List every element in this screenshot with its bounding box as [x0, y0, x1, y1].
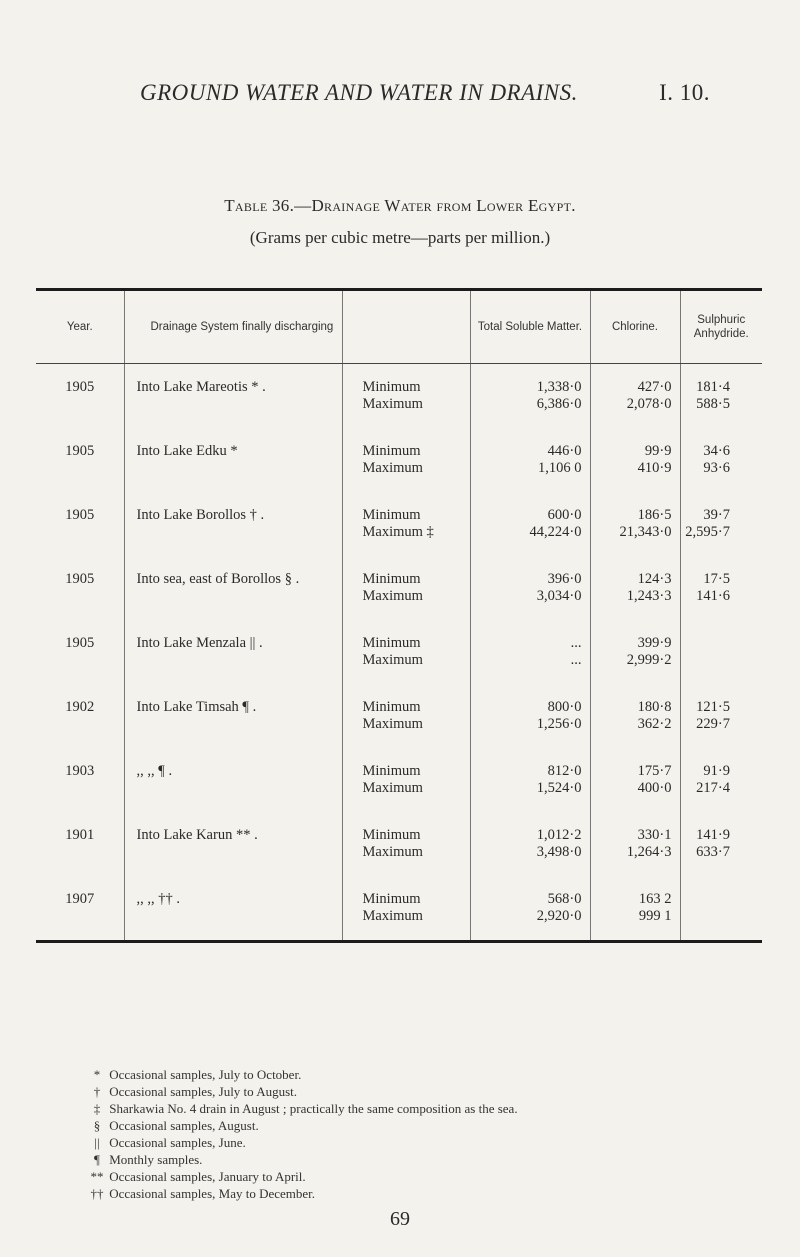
sulphuric-max — [681, 908, 731, 925]
tsm-min: 1,338·0 — [536, 379, 582, 395]
footnote-symbol: †† — [90, 1186, 104, 1201]
table-row — [36, 620, 762, 684]
system-name: Into Lake Edku * — [136, 443, 238, 459]
sulphuric-max: 217·4 — [696, 780, 730, 796]
sulphuric-max: 633·7 — [696, 844, 730, 860]
year-value: 1905 — [65, 507, 95, 523]
sulphuric-cell — [680, 876, 762, 942]
year-value: 1905 — [65, 379, 95, 395]
min-max-cell — [342, 556, 470, 620]
system-cell — [124, 748, 342, 812]
system-name: Into Lake Menzala || . — [136, 635, 263, 651]
table-label: Table 36. — [224, 196, 295, 215]
min-label: Minimum — [362, 571, 421, 587]
drainage-water-table — [36, 288, 762, 943]
year-cell — [36, 492, 124, 556]
tsm-cell — [470, 556, 590, 620]
system-name: ,, ,, †† . — [136, 891, 180, 907]
chlorine-min: 399·9 — [637, 635, 672, 651]
min-label: Minimum — [362, 891, 421, 907]
tsm-max: 1,256·0 — [536, 716, 582, 732]
footnote — [88, 1168, 518, 1185]
sulphuric-cell — [680, 364, 762, 429]
min-label: Minimum — [362, 827, 421, 843]
system-name: Into Lake Borollos † . — [136, 507, 265, 523]
footnotes — [88, 1066, 518, 1202]
chlorine-min: 330·1 — [637, 827, 672, 843]
min-label: Minimum — [362, 699, 421, 715]
year-cell — [36, 812, 124, 876]
min-label: Minimum — [362, 635, 421, 651]
system-cell — [124, 876, 342, 942]
tsm-max: 2,920·0 — [536, 908, 582, 924]
sulphuric-cell — [680, 428, 762, 492]
sulphuric-cell — [680, 812, 762, 876]
sulphuric-min: 17·5 — [703, 571, 730, 587]
sulphuric-max: 141·6 — [696, 588, 730, 604]
year-value: 1907 — [65, 891, 95, 907]
chlorine-max: 21,343·0 — [619, 524, 672, 540]
tsm-cell — [470, 364, 590, 429]
running-title: GROUND WATER AND WATER IN DRAINS. — [140, 80, 578, 105]
year-cell — [36, 364, 124, 429]
min-max-cell — [342, 492, 470, 556]
sulphuric-min: 39·7 — [703, 507, 730, 523]
sulphuric-max — [681, 652, 731, 669]
min-max-cell — [342, 684, 470, 748]
footnote-text: Monthly samples. — [109, 1152, 203, 1167]
sulphuric-min: 121·5 — [696, 699, 730, 715]
table-row — [36, 492, 762, 556]
sulphuric-cell — [680, 556, 762, 620]
year-cell — [36, 556, 124, 620]
tsm-min: 800·0 — [547, 699, 582, 715]
year-cell — [36, 428, 124, 492]
chlorine-min: 175·7 — [637, 763, 672, 779]
table-body — [36, 364, 762, 942]
sulphuric-min — [681, 635, 731, 652]
table-row — [36, 876, 762, 942]
footnote-symbol: † — [93, 1084, 101, 1099]
max-label: Maximum — [362, 396, 423, 412]
chlorine-cell — [590, 556, 680, 620]
year-cell — [36, 684, 124, 748]
footnote — [88, 1151, 518, 1168]
chlorine-cell — [590, 684, 680, 748]
chlorine-min: 427·0 — [637, 379, 672, 395]
chlorine-min: 180·8 — [637, 699, 672, 715]
tsm-cell — [470, 812, 590, 876]
system-name: Into Lake Karun ** . — [136, 827, 258, 843]
system-name: ,, ,, ¶ . — [136, 763, 173, 779]
chlorine-max: 400·0 — [637, 780, 672, 796]
table-row — [36, 748, 762, 812]
system-name: Into Lake Timsah ¶ . — [136, 699, 257, 715]
tsm-min: 600·0 — [547, 507, 582, 523]
table-header-row — [36, 290, 762, 364]
tsm-cell — [470, 620, 590, 684]
footnote — [88, 1134, 518, 1151]
footnote-symbol: ** — [90, 1169, 104, 1184]
footnote — [88, 1066, 518, 1083]
year-cell — [36, 620, 124, 684]
footnote-symbol: * — [93, 1067, 101, 1082]
system-name: Into Lake Mareotis * . — [136, 379, 266, 395]
chlorine-cell — [590, 620, 680, 684]
chlorine-cell — [590, 876, 680, 942]
footnote-text: Occasional samples, July to October. — [109, 1067, 302, 1082]
table-title: —Drainage Water from Lower Egypt. — [294, 196, 576, 215]
sulphuric-min — [681, 891, 731, 908]
min-max-cell — [342, 748, 470, 812]
year-cell — [36, 748, 124, 812]
sulphuric-max: 588·5 — [696, 396, 730, 412]
col-sulphuric-anhydride: Sulphuric Anhydride. — [680, 290, 762, 364]
tsm-max: 44,224·0 — [529, 524, 582, 540]
table-subtitle: (Grams per cubic metre—parts per million.) — [249, 228, 551, 247]
table-row — [36, 364, 762, 429]
max-label: Maximum — [362, 844, 423, 860]
chlorine-min: 186·5 — [637, 507, 672, 523]
min-label: Minimum — [362, 443, 421, 459]
chlorine-cell — [590, 428, 680, 492]
sulphuric-cell — [680, 684, 762, 748]
year-value: 1903 — [65, 763, 95, 779]
footnote-symbol: ‡ — [93, 1101, 101, 1116]
max-label: Maximum — [362, 780, 423, 796]
min-max-cell — [342, 428, 470, 492]
system-cell — [124, 620, 342, 684]
col-system: Drainage System finally discharging — [124, 290, 342, 364]
min-label: Minimum — [362, 763, 421, 779]
table-row — [36, 556, 762, 620]
sulphuric-min: 91·9 — [703, 763, 730, 779]
footnote — [88, 1100, 518, 1117]
min-max-cell — [342, 620, 470, 684]
min-label: Minimum — [362, 379, 421, 395]
chlorine-max: 2,999·2 — [626, 652, 672, 668]
footnote — [88, 1083, 518, 1100]
min-max-cell — [342, 876, 470, 942]
tsm-max: 6,386·0 — [536, 396, 582, 412]
year-value: 1902 — [65, 699, 95, 715]
sulphuric-min: 181·4 — [696, 379, 730, 395]
tsm-min: 446·0 — [547, 443, 582, 459]
sulphuric-cell — [680, 492, 762, 556]
page-number: 69 — [390, 1208, 410, 1230]
system-name: Into sea, east of Borollos § . — [136, 571, 300, 587]
col-stat — [342, 290, 470, 364]
tsm-min: 1,012·2 — [536, 827, 582, 843]
year-cell — [36, 876, 124, 942]
footnote-symbol: ¶ — [94, 1152, 100, 1167]
footnote — [88, 1185, 518, 1202]
footnote-text: Occasional samples, January to April. — [109, 1169, 306, 1184]
footnote-text: Occasional samples, July to August. — [109, 1084, 298, 1099]
tsm-cell — [470, 684, 590, 748]
tsm-max: ... — [570, 652, 582, 668]
chlorine-cell — [590, 364, 680, 429]
section-number: I. 10. — [659, 80, 710, 105]
sulphuric-cell — [680, 620, 762, 684]
table-row — [36, 428, 762, 492]
tsm-cell — [470, 748, 590, 812]
system-cell — [124, 364, 342, 429]
footnote-symbol: || — [94, 1135, 100, 1150]
max-label: Maximum — [362, 588, 423, 604]
tsm-cell — [470, 492, 590, 556]
footnote-text: Occasional samples, May to December. — [109, 1186, 316, 1201]
tsm-min: ... — [570, 635, 582, 651]
tsm-max: 1,524·0 — [536, 780, 582, 796]
table-caption — [0, 196, 800, 216]
tsm-max: 1,106 0 — [538, 460, 582, 476]
max-label: Maximum — [362, 460, 423, 476]
max-label: Maximum — [362, 716, 423, 732]
max-label: Maximum — [362, 908, 423, 924]
system-cell — [124, 684, 342, 748]
col-year: Year. — [36, 290, 124, 364]
system-cell — [124, 556, 342, 620]
chlorine-max: 999 1 — [638, 908, 672, 924]
min-max-cell — [342, 812, 470, 876]
tsm-min: 812·0 — [547, 763, 582, 779]
sulphuric-min: 141·9 — [696, 827, 730, 843]
tsm-min: 396·0 — [547, 571, 582, 587]
min-label: Minimum — [362, 507, 421, 523]
footnote-text: Occasional samples, August. — [109, 1118, 259, 1133]
year-value: 1905 — [65, 635, 95, 651]
chlorine-min: 124·3 — [637, 571, 672, 587]
footnote-text: Occasional samples, June. — [109, 1135, 246, 1150]
chlorine-max: 1,264·3 — [626, 844, 672, 860]
year-value: 1905 — [65, 443, 95, 459]
footnote-symbol: § — [93, 1118, 101, 1133]
tsm-max: 3,498·0 — [536, 844, 582, 860]
chlorine-min: 163 2 — [638, 891, 672, 907]
table-row — [36, 812, 762, 876]
system-cell — [124, 812, 342, 876]
table-row — [36, 684, 762, 748]
chlorine-cell — [590, 748, 680, 812]
max-label: Maximum ‡ — [362, 524, 434, 540]
chlorine-cell — [590, 812, 680, 876]
sulphuric-max: 93·6 — [703, 460, 730, 476]
sulphuric-max: 229·7 — [696, 716, 730, 732]
footnote-text: Sharkawia No. 4 drain in August ; practically the same composition as the sea. — [109, 1101, 518, 1116]
sulphuric-max: 2,595·7 — [685, 524, 730, 540]
tsm-cell — [470, 428, 590, 492]
chlorine-cell — [590, 492, 680, 556]
year-value: 1901 — [65, 827, 95, 843]
sulphuric-min: 34·6 — [703, 443, 730, 459]
col-chlorine: Chlorine. — [590, 290, 680, 364]
sulphuric-cell — [680, 748, 762, 812]
tsm-max: 3,034·0 — [536, 588, 582, 604]
system-cell — [124, 492, 342, 556]
col-total-soluble-matter: Total Soluble Matter. — [470, 290, 590, 364]
tsm-cell — [470, 876, 590, 942]
chlorine-max: 410·9 — [637, 460, 672, 476]
chlorine-max: 362·2 — [637, 716, 672, 732]
min-max-cell — [342, 364, 470, 429]
year-value: 1905 — [65, 571, 95, 587]
system-cell — [124, 428, 342, 492]
chlorine-min: 99·9 — [644, 443, 672, 459]
chlorine-max: 1,243·3 — [626, 588, 672, 604]
chlorine-max: 2,078·0 — [626, 396, 672, 412]
max-label: Maximum — [362, 652, 423, 668]
footnote — [88, 1117, 518, 1134]
tsm-min: 568·0 — [547, 891, 582, 907]
